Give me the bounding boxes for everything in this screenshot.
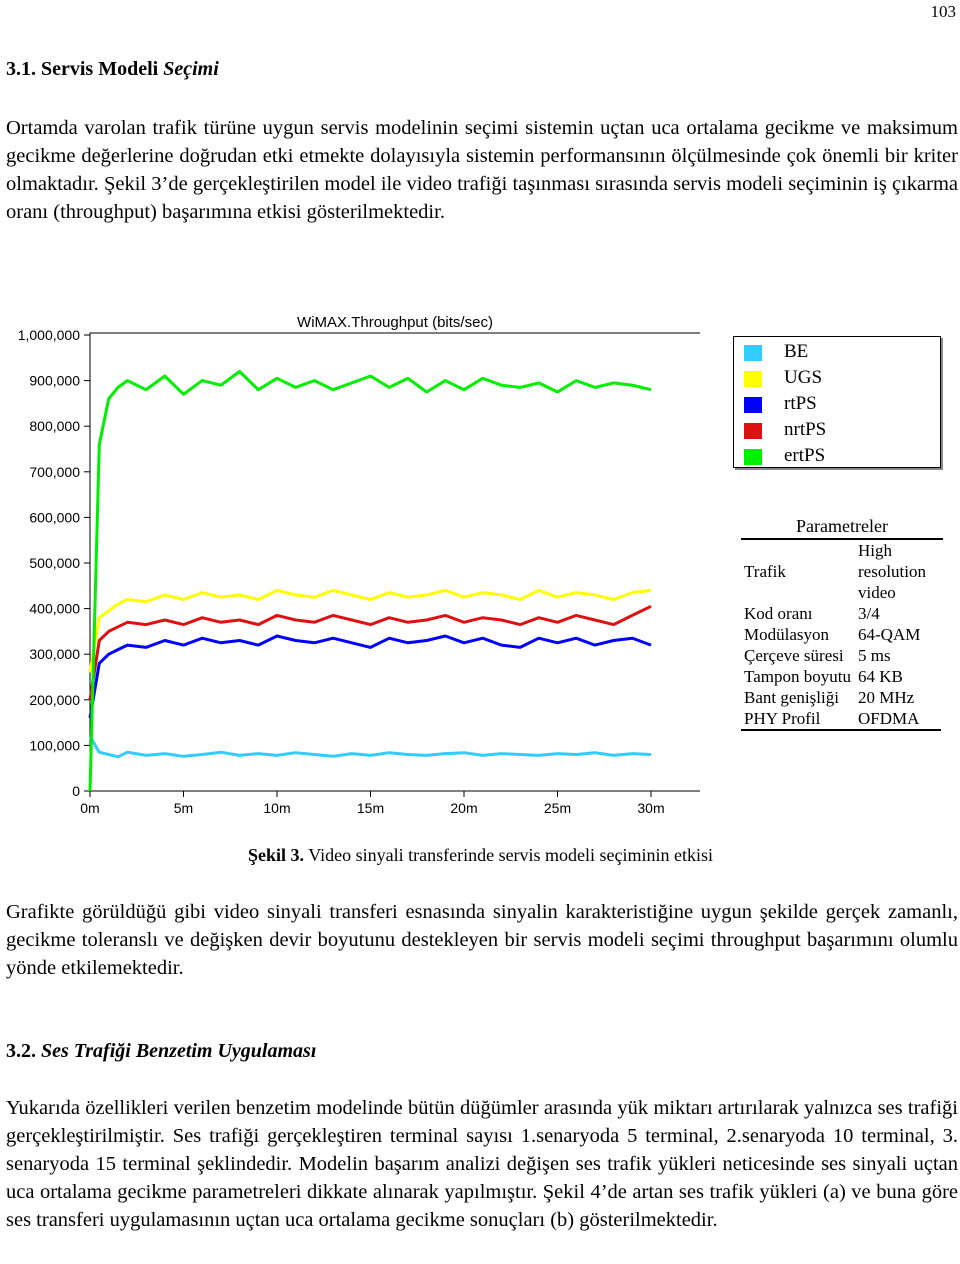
paragraph-3: Yukarıda özellikleri verilen benzetim modelinde bütün düğümler arasında yük miktarı artırılarak yalnızca ses trafiği gerçekleştirilmiştir. Ses trafiği gerçekleştiren terminal sayısı 1.senaryoda 5 terminal, 2.senaryoda 10 terminal, 3. senaryoda 15 terminal şeklindedir. Modelin başarım analizi değişen ses trafik yükleri neticesinde ses sinyali uçtan uca ortalama gecikme parametreleri dikkate alınarak yapılmıştır. Şekil 4’de artan ses trafik yükleri (a) ve buna göre ses transferi uygulamasının uçtan uca ortalama gecikme sonuçları (b) gösterilmektedir. bbox=[6, 1097, 958, 1231]
param-label: Modülasyon bbox=[744, 625, 829, 644]
param-value: 20 MHz bbox=[858, 688, 915, 707]
y-tick-label: 800,000 bbox=[29, 418, 80, 435]
paragraph-1: Ortamda varolan trafik türüne uygun servis modelinin seçimi sistemin uçtan uca ortalama gecikme ve maksimum gecikme değerlerine doğrudan etki etmekte dolayısıyla sistemin performansının ölçülmesinde çok önemli bir kriter olmaktadır. Şekil 3’de gerçekleştirilen model ile video trafiği taşınması sırasında servis modeli seçiminin iş çıkarma oranı (throughput) başarımına etkisi gösterilmektedir. bbox=[6, 117, 958, 223]
x-tick-label: 10m bbox=[263, 800, 291, 816]
parameter-table bbox=[741, 516, 943, 731]
section-title-italic: Ses Trafiği Benzetim Uygulaması bbox=[41, 1040, 317, 1062]
legend-swatch-be bbox=[744, 345, 762, 361]
param-label: Bant genişliği bbox=[744, 688, 839, 707]
throughput-chart bbox=[0, 305, 700, 825]
figure-caption bbox=[248, 845, 713, 866]
legend-swatch-ugs bbox=[744, 371, 762, 387]
param-value: High resolution video bbox=[858, 541, 926, 602]
param-row-trafik bbox=[741, 540, 941, 603]
section-heading-3-2 bbox=[6, 1040, 316, 1063]
page-number: 103 bbox=[930, 2, 956, 21]
param-row-tampon-boyutu bbox=[741, 666, 941, 687]
param-row-kod-orani bbox=[741, 603, 941, 624]
section-heading-3-1 bbox=[6, 58, 219, 81]
chart-legend bbox=[733, 336, 941, 468]
y-tick-label: 300,000 bbox=[29, 646, 80, 663]
x-tick-label: 25m bbox=[543, 800, 572, 816]
x-tick-label: 0m bbox=[80, 800, 100, 816]
param-label: Çerçeve süresi bbox=[744, 646, 844, 665]
param-value: OFDMA bbox=[855, 708, 941, 730]
y-tick-label: 200,000 bbox=[29, 691, 80, 708]
x-tick-label: 5m bbox=[173, 800, 194, 816]
section-number: 3.2. bbox=[6, 1040, 36, 1062]
y-tick-label: 400,000 bbox=[29, 600, 80, 617]
x-tick-label: 15m bbox=[356, 800, 385, 816]
param-value: 5 ms bbox=[858, 646, 891, 665]
legend-swatch-nrtps bbox=[744, 423, 762, 439]
param-value: 64-QAM bbox=[858, 625, 921, 644]
param-row-modulasyon bbox=[741, 624, 941, 645]
x-tick-label: 20m bbox=[450, 800, 478, 816]
x-tick-label: 30m bbox=[637, 800, 665, 816]
y-tick-label: 700,000 bbox=[29, 463, 80, 480]
y-tick-label: 500,000 bbox=[29, 555, 80, 571]
legend-label-ugs: UGS bbox=[784, 367, 823, 388]
param-label: Tampon boyutu bbox=[744, 667, 851, 686]
y-tick-label: 0 bbox=[72, 783, 80, 799]
param-label: PHY Profil bbox=[741, 708, 855, 730]
section-title-plain: Servis Modeli bbox=[41, 58, 159, 80]
param-label: Trafik bbox=[744, 562, 786, 581]
param-row-bant-genisligi bbox=[741, 687, 941, 708]
param-value: 3/4 bbox=[858, 604, 880, 623]
paragraph-2: Grafikte görüldüğü gibi video sinyali transferi esnasında sinyalin karakteristiğine uygun şekilde gerçek zamanlı, gecikme toleranslı ve değişken devir boyutunu destekleyen bir servis modeli seçimi throughput başarımını olumlu yönde etkilemektedir. bbox=[6, 901, 958, 979]
y-tick-label: 100,000 bbox=[29, 737, 80, 754]
figure-caption-text: Video sinyali transferinde servis modeli seçiminin etkisi bbox=[308, 845, 714, 865]
legend-label-be: BE bbox=[784, 341, 809, 362]
chart-title: WiMAX.Throughput (bits/sec) bbox=[297, 314, 493, 331]
param-value: 64 KB bbox=[858, 667, 903, 686]
param-row-cerceve-suresi bbox=[741, 645, 941, 666]
figure-caption-label: Şekil 3. bbox=[248, 845, 305, 865]
plot-area bbox=[90, 333, 700, 791]
section-title-italic: Seçimi bbox=[163, 58, 219, 80]
y-tick-label: 600,000 bbox=[29, 509, 80, 526]
legend-label-rtps: rtPS bbox=[784, 393, 817, 414]
param-row-phy-profil bbox=[741, 708, 941, 730]
legend-swatch-ertps bbox=[744, 449, 762, 465]
legend-swatch-rtps bbox=[744, 397, 762, 413]
param-label: Kod oranı bbox=[744, 604, 813, 623]
legend-label-ertps: ertPS bbox=[784, 445, 826, 466]
legend-label-nrtps: nrtPS bbox=[784, 419, 827, 440]
parameter-table-title: Parametreler bbox=[741, 516, 943, 540]
section-number: 3.1. bbox=[6, 58, 36, 80]
y-tick-label: 1,000,000 bbox=[17, 327, 80, 343]
y-tick-label: 900,000 bbox=[29, 372, 80, 389]
